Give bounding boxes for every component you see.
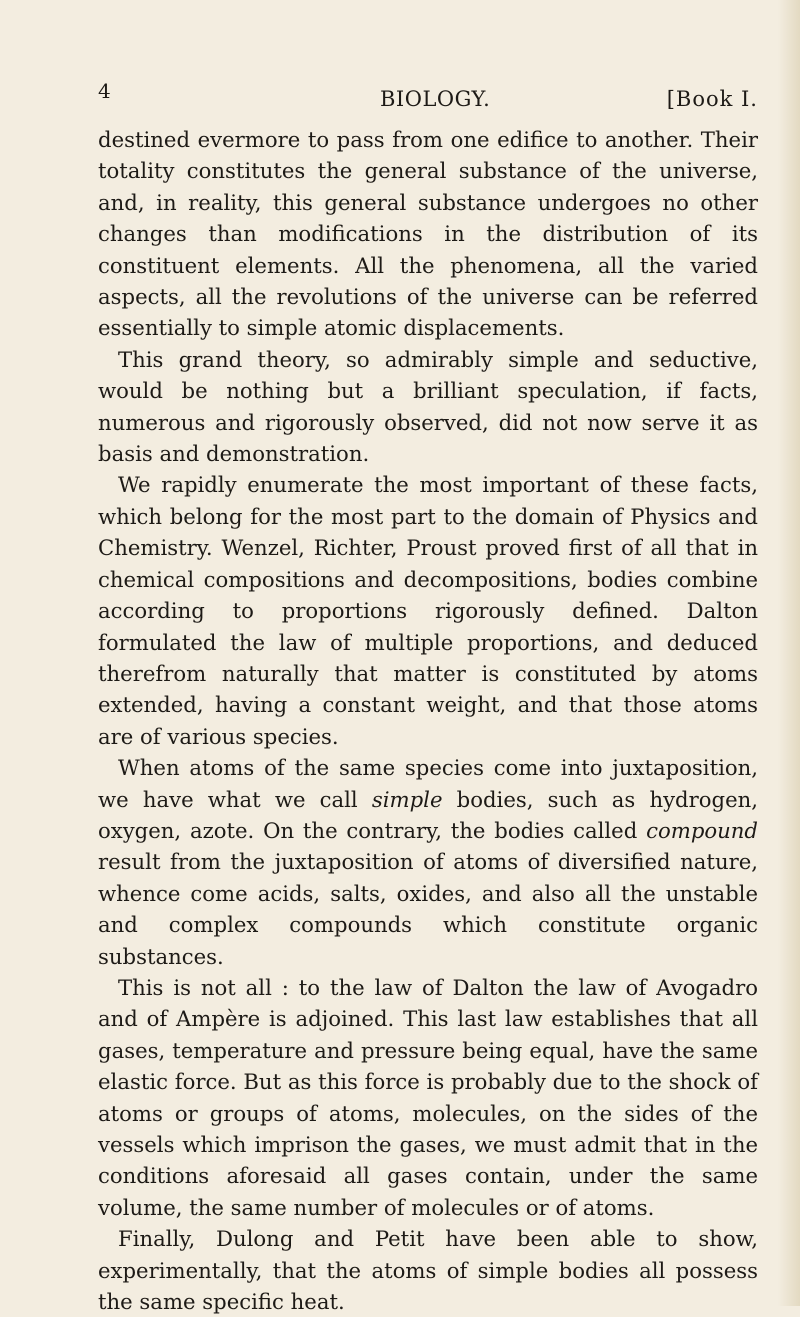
page-edge-shading: [778, 0, 800, 1306]
paragraph-5: This is not all : to the law of Dalton the law of Avogadro and of Ampère is adjoined. This last law establishes that all gases, temperature and pressure being equal, have the same elastic force. But as this force is probably due to the shock of atoms or groups of atoms, molecules, on the sides of the vessels which imprison the gases, we must admit that in the conditions aforesaid all gases contain, under the same volume, the same number of molecules or of atoms.: [98, 974, 758, 1220]
paragraph-6: Finally, Dulong and Petit have been able to show, experimentally, that the atoms of simple bodies all possess the same specific heat.: [98, 1226, 758, 1315]
running-header: [98, 79, 758, 117]
paragraph-4-text-b: bodies, such as hydrogen, oxygen, azote. On the contrary, the bodies called: [98, 786, 758, 843]
paragraph-1: destined evermore to pass from one edifice to another. Their totality constitutes the general substance of the universe, and, in reality, this general substance undergoes no other changes than modifications in the distribution of its constituent elements. All the phenomena, all the varied aspects, all the revolutions of the universe can be referred essentially to simple atomic displacements.: [98, 127, 758, 341]
paragraph-4-text-c: result from the juxtaposition of atoms of diversified nature, whence come acids, salts, oxides, and also all the unstable and complex compounds which constitute organic substances.: [98, 849, 758, 969]
book-label: [Book I.: [666, 87, 758, 111]
paragraph-3: We rapidly enumerate the most important of these facts, which belong for the most part to the domain of Physics and Chemistry. Wenzel, Richter, Proust proved first of all that in chemical compositions and decompositions, bodies combine according to proportions rigorously defined. Dalton formulated the law of multiple proportions, and deduced therefrom naturally that matter is constituted by atoms extended, having a constant weight, and that those atoms are of various species.: [98, 472, 758, 749]
paragraph-4: [98, 752, 758, 972]
body-text: [98, 124, 758, 1317]
running-title: BIOLOGY.: [380, 87, 491, 111]
term-compound: compound: [646, 817, 758, 843]
paragraph-4-text-a: When atoms of the same species come into juxtaposition, we have what we call: [98, 755, 758, 812]
page-number: 4: [98, 79, 112, 103]
term-simple: simple: [371, 786, 443, 812]
paragraph-2: This grand theory, so admirably simple and seductive, would be nothing but a brilliant speculation, if facts, numerous and rigorously observed, did not now serve it as basis and demonstration.: [98, 346, 758, 467]
